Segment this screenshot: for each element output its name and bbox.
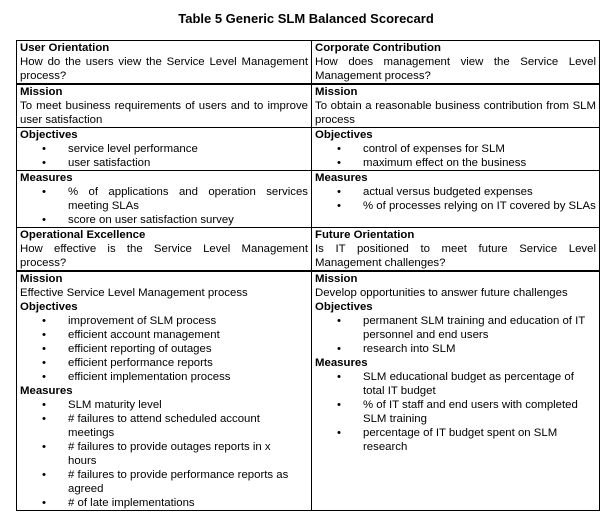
- objectives-list: [20, 314, 308, 384]
- measures-label: Measures: [20, 172, 73, 184]
- objectives-label: Objectives: [315, 129, 373, 141]
- quadrant-question: How effective is the Service Level Management process?: [20, 243, 308, 269]
- mission-block: [312, 271, 599, 454]
- list-item: • score on user satisfaction survey: [68, 213, 308, 227]
- measures-list: [315, 185, 596, 213]
- list-item: • # of late implementations: [68, 496, 294, 510]
- mission-block: [312, 84, 599, 127]
- future-orientation-details: [312, 271, 600, 511]
- table-row: [17, 228, 600, 271]
- mission-text: To obtain a reasonable business contribution from SLM process: [315, 100, 596, 126]
- balanced-scorecard-table: [16, 40, 600, 511]
- measures-label: Measures: [315, 357, 368, 369]
- mission-label: Mission: [20, 86, 63, 98]
- list-item: • efficient reporting of outages: [68, 342, 308, 356]
- quadrant-heading: Corporate Contribution: [315, 42, 441, 54]
- list-item: • efficient implementation process: [68, 370, 308, 384]
- objectives-list: [315, 314, 596, 356]
- objectives-block: [312, 127, 599, 170]
- mission-label: Mission: [315, 86, 358, 98]
- measures-block: [17, 170, 311, 227]
- list-item: • # failures to provide outages reports in x hours: [68, 440, 294, 468]
- list-item: • research into SLM: [363, 342, 590, 356]
- list-item: • percentage of IT budget spent on SLM research: [363, 426, 590, 454]
- list-item: • maximum effect on the business: [363, 156, 596, 170]
- quadrant-question: How do the users view the Service Level Management process?: [20, 56, 308, 82]
- list-item: • SLM educational budget as percentage of total IT budget: [363, 370, 590, 398]
- measures-label: Measures: [20, 385, 73, 397]
- measures-list: [20, 185, 308, 227]
- quadrant-heading: Future Orientation: [315, 229, 415, 241]
- table-row: [17, 84, 600, 228]
- table-row: [17, 271, 600, 511]
- list-item: • efficient account management: [68, 328, 308, 342]
- list-item: • efficient performance reports: [68, 356, 308, 370]
- quadrant-heading: Operational Excellence: [20, 229, 146, 241]
- list-item: • user satisfaction: [68, 156, 308, 170]
- quadrant-future-orientation: [312, 228, 600, 271]
- user-orientation-details: [17, 84, 312, 228]
- measures-label: Measures: [315, 172, 368, 184]
- table-row: [17, 41, 600, 84]
- list-item: • control of expenses for SLM: [363, 142, 596, 156]
- objectives-list: [20, 142, 308, 170]
- list-item: • service level performance: [68, 142, 308, 156]
- quadrant-user-orientation: [17, 41, 312, 84]
- table-title: Table 5 Generic SLM Balanced Scorecard: [178, 11, 434, 26]
- mission-label: Mission: [20, 273, 63, 285]
- objectives-list: [315, 142, 596, 170]
- mission-text: To meet business requirements of users and to improve user satisfaction: [20, 100, 308, 126]
- objectives-label: Objectives: [315, 301, 373, 313]
- quadrant-question: Is IT positioned to meet future Service Level Management challenges?: [315, 243, 596, 269]
- list-item: • improvement of SLM process: [68, 314, 308, 328]
- list-item: • % of processes relying on IT covered by SLAs: [363, 199, 596, 213]
- measures-block: [312, 170, 599, 213]
- objectives-label: Objectives: [20, 129, 78, 141]
- mission-text: Develop opportunities to answer future challenges: [315, 287, 568, 299]
- list-item: • SLM maturity level: [68, 398, 294, 412]
- list-item: • # failures to attend scheduled account meetings: [68, 412, 294, 440]
- objectives-block: [17, 127, 311, 170]
- quadrant-corporate-contribution: [312, 41, 600, 84]
- list-item: • permanent SLM training and education of IT personnel and end users: [363, 314, 590, 342]
- measures-list: [20, 398, 308, 510]
- quadrant-operational-excellence: [17, 228, 312, 271]
- objectives-label: Objectives: [20, 301, 78, 313]
- quadrant-question: How does management view the Service Level Management process?: [315, 56, 596, 82]
- list-item: • actual versus budgeted expenses: [363, 185, 596, 199]
- mission-block: [17, 84, 311, 127]
- mission-text: Effective Service Level Management process: [20, 287, 248, 299]
- list-item: • # failures to provide performance reports as agreed: [68, 468, 294, 496]
- measures-list: [315, 370, 596, 454]
- mission-block: [17, 271, 311, 510]
- list-item: • % of applications and operation services meeting SLAs: [68, 185, 308, 213]
- corporate-contribution-details: [312, 84, 600, 228]
- list-item: • % of IT staff and end users with completed SLM training: [363, 398, 590, 426]
- mission-label: Mission: [315, 273, 358, 285]
- quadrant-heading: User Orientation: [20, 42, 110, 54]
- operational-excellence-details: [17, 271, 312, 511]
